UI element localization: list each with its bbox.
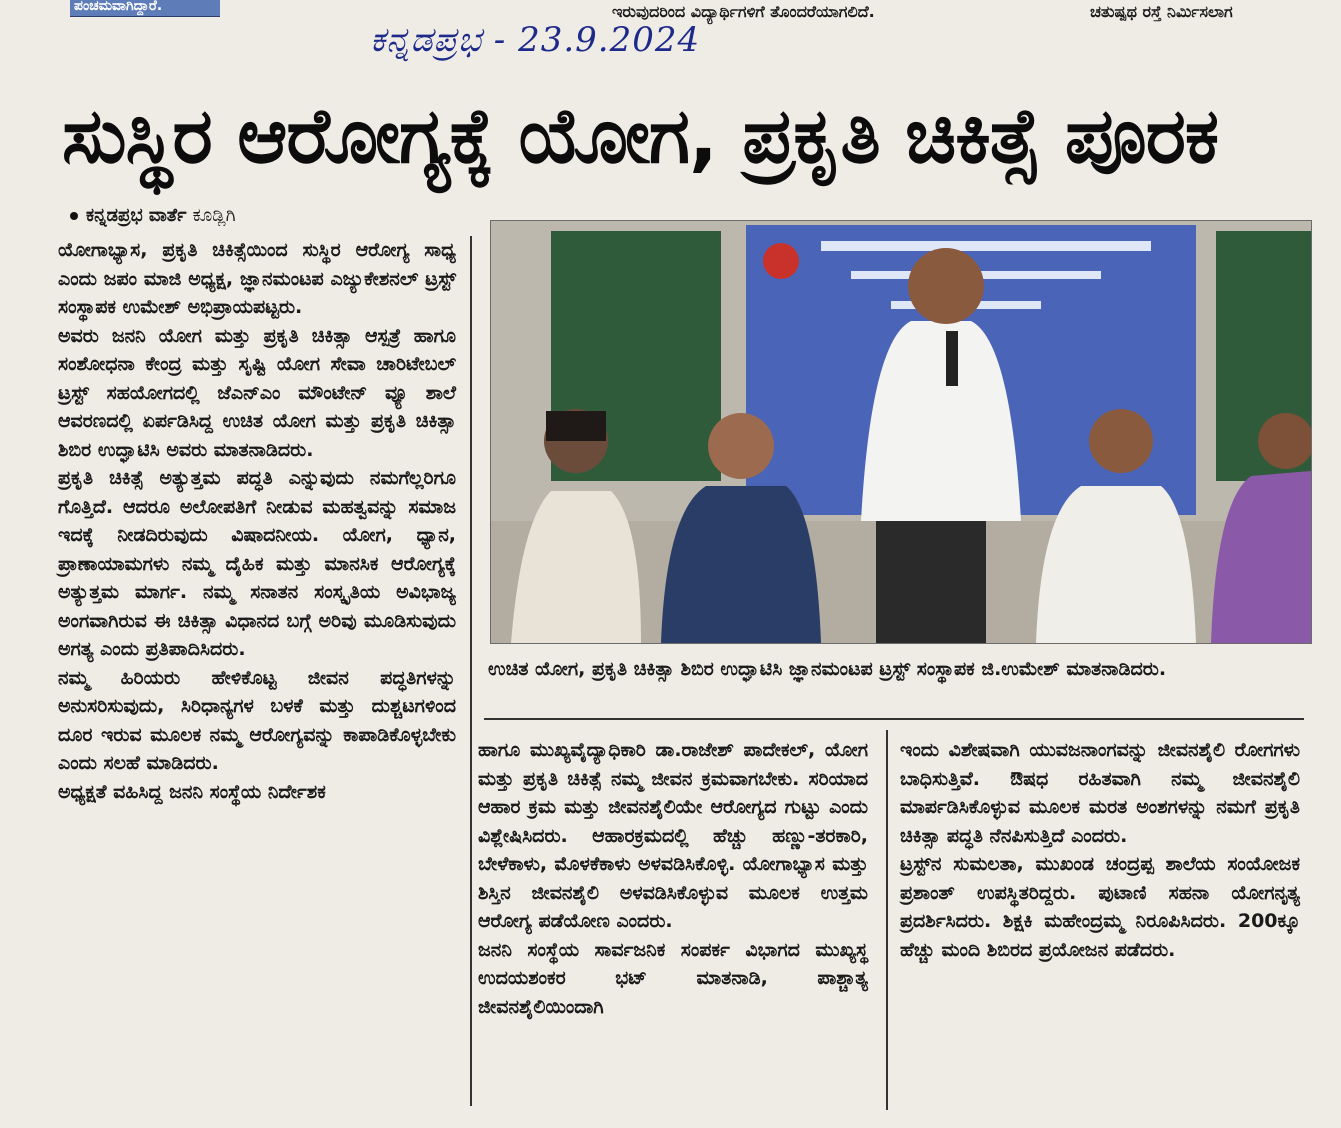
byline-source: ಕನ್ನಡಪ್ರಭ ವಾರ್ತೆ [86,205,187,226]
paragraph: ಯೋಗಾಭ್ಯಾಸ, ಪ್ರಕೃತಿ ಚಿಕಿತ್ಸೆಯಿಂದ ಸುಸ್ಥಿರ ಆರೋಗ್ಯ ಸಾಧ್ಯ ಎಂದು ಜಪಂ ಮಾಜಿ ಅಧ್ಯಕ್ಷ, ಜ್ಞಾನಮಂಟಪ ಎಜ್ಯುಕೇಶನಲ್ ಟ್ರಸ್ಟ್ ಸಂಸ್ಥಾಪಕ ಉಮೇಶ್ ಅಭಿಪ್ರಾಯಪಟ್ಟರು. [58,239,456,318]
event-photo-illustration [491,221,1311,643]
article-column-3 [900,736,1300,964]
article-column-1 [58,236,456,806]
handwritten-date-note: ಕನ್ನಡಪ್ರಭ - 23.9.2024 [370,20,701,60]
paragraph: ಟ್ರಸ್ಟ್‌ನ ಸುಮಲತಾ, ಮುಖಂಡ ಚಂದ್ರಪ್ಪ ಶಾಲೆಯ ಸಂಯೋಜಕ ಪ್ರಶಾಂತ್ ಉಪಸ್ಥಿತರಿದ್ದರು. ಪುಟಾಣಿ ಸಹನಾ ಯೋಗನೃತ್ಯ ಪ್ರದರ್ಶಿಸಿದರು. ಶಿಕ್ಷಕಿ ಮಹೇಂದ್ರಮ್ಮ ನಿರೂಪಿಸಿದರು. 200ಕ್ಕೂ ಹೆಚ್ಚು ಮಂದಿ ಶಿಬಿರದ ಪ್ರಯೋಜನ ಪಡೆದರು. [900,853,1300,961]
paragraph: ಅವರು ಜನನಿ ಯೋಗ ಮತ್ತು ಪ್ರಕೃತಿ ಚಿಕಿತ್ಸಾ ಆಸ್ಪತ್ರೆ ಹಾಗೂ ಸಂಶೋಧನಾ ಕೇಂದ್ರ ಮತ್ತು ಸೃಷ್ಟಿ ಯೋಗ ಸೇವಾ ಚಾರಿಟೇಬಲ್ ಟ್ರಸ್ಟ್ ಸಹಯೋಗದಲ್ಲಿ ಜೆಎನ್ಎಂ ಮೌಂಟೇನ್ ವ್ಯೂ ಶಾಲೆ ಆವರಣದಲ್ಲಿ ಏರ್ಪಡಿಸಿದ್ದ ಉಚಿತ ಯೋಗ ಮತ್ತು ಪ್ರಕೃತಿ ಚಿಕಿತ್ಸಾ ಶಿಬಿರ ಉದ್ಘಾಟಿಸಿ ಅವರು ಮಾತನಾಡಿದರು. [58,324,456,461]
top-middle-clipped-text: ಇರುವುದರಿಂದ ವಿದ್ಯಾರ್ಥಿಗಳಿಗೆ ತೊಂದರೆಯಾಗಲಿದೆ. [612,2,875,21]
paragraph: ಅಧ್ಯಕ್ಷತೆ ವಹಿಸಿದ್ದ ಜನನಿ ಸಂಸ್ಥೆಯ ನಿರ್ದೇಶಕ [58,780,326,803]
article-column-2 [478,736,868,1021]
top-right-clipped-text: ಚತುಷ್ಪಥ ರಸ್ತೆ ನಿರ್ಮಿಸಲಾಗ [1090,2,1233,21]
paragraph: ನಮ್ಮ ಹಿರಿಯರು ಹೇಳಿಕೊಟ್ಟ ಜೀವನ ಪದ್ಧತಿಗಳನ್ನು ಅನುಸರಿಸುವುದು, ಸಿರಿಧಾನ್ಯಗಳ ಬಳಕೆ ಮತ್ತು ದುಶ್ಚಟಗಳಿಂದ ದೂರ ಇರುವ ಮೂಲಕ ನಮ್ಮ ಆರೋಗ್ಯವನ್ನು ಕಾಪಾಡಿಕೊಳ್ಳಬೇಕು ಎಂದು ಸಲಹೆ ಮಾಡಿದರು. [58,666,456,774]
paragraph: ಪ್ರಕೃತಿ ಚಿಕಿತ್ಸೆ ಅತ್ಯುತ್ತಮ ಪದ್ಧತಿ ಎನ್ನುವುದು ನಮಗೆಲ್ಲರಿಗೂ ಗೊತ್ತಿದೆ. ಆದರೂ ಅಲೋಪತಿಗೆ ನೀಡುವ ಮಹತ್ವವನ್ನು ಸಮಾಜ ಇದಕ್ಕೆ ನೀಡದಿರುವುದು ವಿಷಾದನೀಯ. ಯೋಗ, ಧ್ಯಾನ, ಪ್ರಾಣಾಯಾಮಗಳು ನಮ್ಮ ದೈಹಿಕ ಮತ್ತು ಮಾನಸಿಕ ಆರೋಗ್ಯಕ್ಕೆ ಅತ್ಯುತ್ತಮ ಮಾರ್ಗ. ನಮ್ಮ ಸನಾತನ ಸಂಸ್ಕೃತಿಯ ಅವಿಭಾಜ್ಯ ಅಂಗವಾಗಿರುವ ಈ ಚಿಕಿತ್ಸಾ ವಿಧಾನದ ಬಗ್ಗೆ ಅರಿವು ಮೂಡಿಸುವುದು ಅಗತ್ಯ ಎಂದು ಪ್ರತಿಪಾದಿಸಿದರು. [58,467,456,660]
paragraph: ಹಾಗೂ ಮುಖ್ಯವೈದ್ಯಾಧಿಕಾರಿ ಡಾ.ರಾಜೇಶ್ ಪಾದೇಕಲ್, ಯೋಗ ಮತ್ತು ಪ್ರಕೃತಿ ಚಿಕಿತ್ಸೆ ನಮ್ಮ ಜೀವನ ಕ್ರಮವಾಗಬೇಕು. ಸರಿಯಾದ ಆಹಾರ ಕ್ರಮ ಮತ್ತು ಜೀವನಶೈಲಿಯೇ ಆರೋಗ್ಯದ ಗುಟ್ಟು ಎಂದು ವಿಶ್ಲೇಷಿಸಿದರು. ಆಹಾರಕ್ರಮದಲ್ಲಿ ಹೆಚ್ಚು ಹಣ್ಣು-ತರಕಾರಿ, ಬೇಳೆಕಾಳು, ಮೊಳಕೆಕಾಳು ಅಳವಡಿಸಿಕೊಳ್ಳಿ. ಯೋಗಾಭ್ಯಾಸ ಮತ್ತು ಶಿಸ್ತಿನ ಜೀವನಶೈಲಿ ಅಳವಡಿಸಿಕೊಳ್ಳುವ ಮೂಲಕ ಉತ್ತಮ ಆರೋಗ್ಯ ಪಡೆಯೋಣ ಎಂದರು. [478,739,868,932]
headline: ಸುಸ್ಥಿರ ಆರೋಗ್ಯಕ್ಕೆ ಯೋಗ, ಪ್ರಕೃತಿ ಚಿಕಿತ್ಸೆ ಪೂರಕ [62,91,1219,180]
byline [70,205,236,226]
top-left-clipped-text: ಪಂಚಮವಾಗಿದ್ದಾರೆ. [74,0,163,14]
paragraph: ಇಂದು ವಿಶೇಷವಾಗಿ ಯುವಜನಾಂಗವನ್ನು ಜೀವನಶೈಲಿ ರೋಗಗಳು ಬಾಧಿಸುತ್ತಿವೆ. ಔಷಧ ರಹಿತವಾಗಿ ನಮ್ಮ ಜೀವನಶೈಲಿ ಮಾರ್ಪಡಿಸಿಕೊಳ್ಳುವ ಮೂಲಕ ಮರತ ಅಂಶಗಳನ್ನು ನಮಗೆ ಪ್ರಕೃತಿ ಚಿಕಿತ್ಸಾ ಪದ್ಧತಿ ನೆನಪಿಸುತ್ತಿದೆ ಎಂದರು. [900,739,1300,847]
photo-caption: ಉಚಿತ ಯೋಗ, ಪ್ರಕೃತಿ ಚಿಕಿತ್ಸಾ ಶಿಬಿರ ಉದ್ಘಾಟಿಸಿ ಜ್ಞಾನಮಂಟಪ ಟ್ರಸ್ಟ್ ಸಂಸ್ಥಾಪಕ ಜಿ.ಉಮೇಶ್ ಮಾತನಾಡಿದರು. [488,658,1167,680]
column-rule-2 [886,730,888,1110]
event-photo [490,220,1312,644]
paragraph: ಜನನಿ ಸಂಸ್ಥೆಯ ಸಾರ್ವಜನಿಕ ಸಂಪರ್ಕ ವಿಭಾಗದ ಮುಖ್ಯಸ್ಥ ಉದಯಶಂಕರ ಭಟ್ ಮಾತನಾಡಿ, ಪಾಶ್ಚಾತ್ಯ ಜೀವನಶೈಲಿಯಿಂದಾಗಿ [478,938,868,1018]
column-rule-1 [470,236,472,1106]
bullet-icon [70,212,78,220]
byline-place: ಕೂಡ್ಲಿಗಿ [192,205,236,226]
horizontal-rule [484,718,1304,720]
top-left-clipped-block [70,0,220,17]
